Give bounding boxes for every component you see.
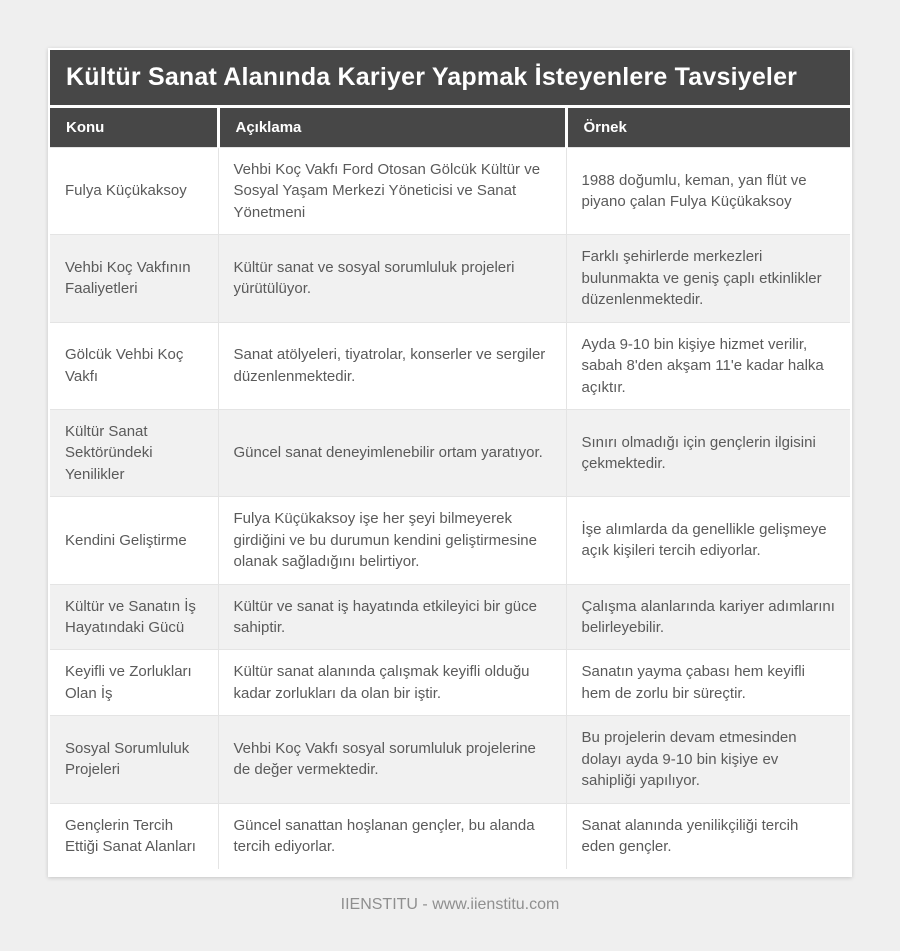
cell-ornek: Çalışma alanlarında kariyer adımlarını belirleyebilir. [566,584,850,650]
column-header-konu: Konu [50,108,218,148]
cell-ornek: Ayda 9-10 bin kişiye hizmet verilir, sabah 8'den akşam 11'e kadar halka açıktır. [566,322,850,409]
table-row [50,322,850,409]
table-card [48,48,852,877]
table-header [50,108,850,148]
cell-ornek: Sanat alanında yenilikçiliği tercih eden gençler. [566,803,850,868]
cell-konu: Gölcük Vehbi Koç Vakfı [50,322,218,409]
column-header-ornek: Örnek [566,108,850,148]
cell-aciklama: Güncel sanat deneyimlenebilir ortam yaratıyor. [218,409,566,496]
cell-konu: Sosyal Sorumluluk Projeleri [50,716,218,803]
table-row [50,497,850,584]
cell-aciklama: Güncel sanattan hoşlanan gençler, bu alanda tercih ediyorlar. [218,803,566,868]
cell-aciklama: Vehbi Koç Vakfı sosyal sorumluluk projelerine de değer vermektedir. [218,716,566,803]
page-title: Kültür Sanat Alanında Kariyer Yapmak İsteyenlere Tavsiyeler [50,50,850,105]
table-row [50,235,850,322]
table-row [50,409,850,496]
cell-ornek: Sanatın yayma çabası hem keyifli hem de zorlu bir süreçtir. [566,650,850,716]
cell-konu: Vehbi Koç Vakfının Faaliyetleri [50,235,218,322]
table-body [50,148,850,869]
cell-ornek: Bu projelerin devam etmesinden dolayı ayda 9-10 bin kişiye ev sahipliği yapılıyor. [566,716,850,803]
cell-konu: Fulya Küçükaksoy [50,148,218,235]
cell-aciklama: Kültür sanat alanında çalışmak keyifli olduğu kadar zorlukları da olan bir iştir. [218,650,566,716]
cell-konu: Kültür Sanat Sektöründeki Yenilikler [50,409,218,496]
table-row [50,148,850,235]
cell-ornek: 1988 doğumlu, keman, yan flüt ve piyano çalan Fulya Küçükaksoy [566,148,850,235]
cell-konu: Kültür ve Sanatın İş Hayatındaki Gücü [50,584,218,650]
advice-table [50,108,850,869]
table-row [50,584,850,650]
cell-ornek: Sınırı olmadığı için gençlerin ilgisini çekmektedir. [566,409,850,496]
cell-konu: Keyifli ve Zorlukları Olan İş [50,650,218,716]
cell-ornek: İşe alımlarda da genellikle gelişmeye açık kişileri tercih ediyorlar. [566,497,850,584]
cell-konu: Kendini Geliştirme [50,497,218,584]
cell-aciklama: Kültür ve sanat iş hayatında etkileyici bir güce sahiptir. [218,584,566,650]
cell-aciklama: Vehbi Koç Vakfı Ford Otosan Gölcük Kültür ve Sosyal Yaşam Merkezi Yöneticisi ve Sanat Yönetmeni [218,148,566,235]
table-row [50,803,850,868]
cell-aciklama: Kültür sanat ve sosyal sorumluluk projeleri yürütülüyor. [218,235,566,322]
footer-credit: IIENSTITU - www.iienstitu.com [340,895,560,913]
cell-konu: Gençlerin Tercih Ettiği Sanat Alanları [50,803,218,868]
cell-ornek: Farklı şehirlerde merkezleri bulunmakta ve geniş çaplı etkinlikler düzenlenmektedir. [566,235,850,322]
cell-aciklama: Sanat atölyeleri, tiyatrolar, konserler ve sergiler düzenlenmektedir. [218,322,566,409]
header-row [50,108,850,148]
cell-aciklama: Fulya Küçükaksoy işe her şeyi bilmeyerek girdiğini ve bu durumun kendini geliştirmesine olanak sağladığını belirtiyor. [218,497,566,584]
table-row [50,650,850,716]
table-row [50,716,850,803]
column-header-aciklama: Açıklama [218,108,566,148]
